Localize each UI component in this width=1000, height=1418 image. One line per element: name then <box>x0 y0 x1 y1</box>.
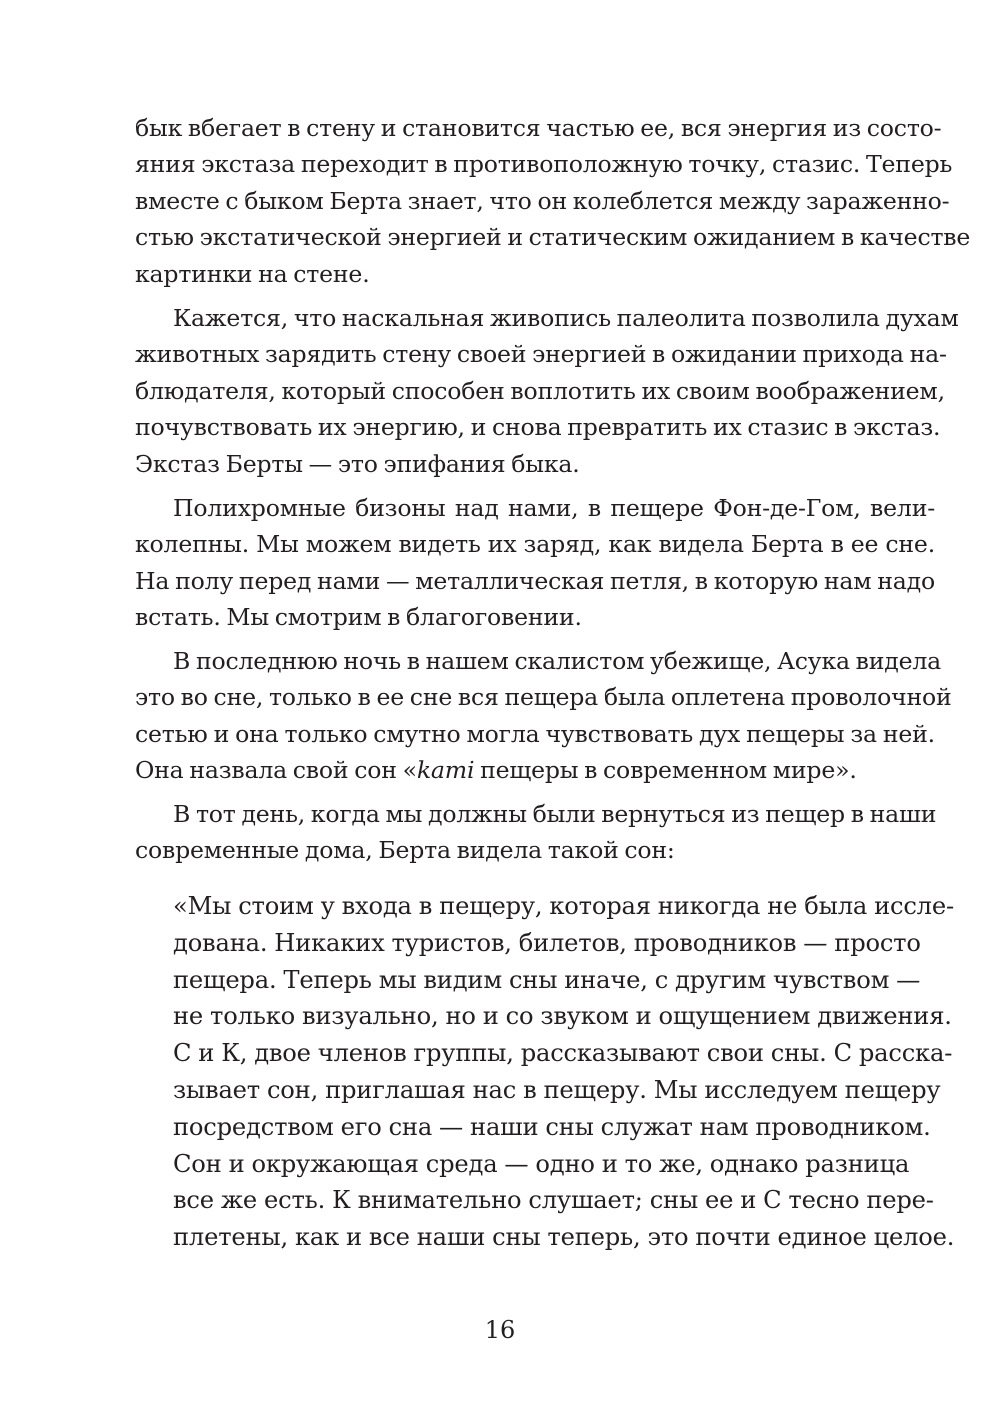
text-line: бык вбегает в стену и становится частью ее, вся энергия из состо- <box>135 114 942 142</box>
page-number: 16 <box>484 1316 516 1344</box>
quote-line: зывает сон, приглашая нас в пещеру. Мы исследуем пещеру <box>173 1075 941 1104</box>
text-line: В тот день, когда мы должны были вернуться из пещер в наши <box>173 800 937 828</box>
text-line: картинки на стене. <box>135 259 370 288</box>
text-line: Кажется, что наскальная живопись палеолита позволила духам <box>173 304 959 332</box>
quote-line: не только визуально, но и со звуком и ощущением движения. <box>173 1002 952 1031</box>
dream-quote-paragraph <box>173 888 955 1256</box>
text-line: Полихромные бизоны над нами, в пещере Фон-де-Гом, вели- <box>173 494 935 522</box>
quote-line: пещера. Теперь мы видим сны иначе, с другим чувством — <box>173 965 921 994</box>
paragraph-1 <box>135 110 971 292</box>
dream-block-quote <box>173 888 955 1256</box>
text-line: яния экстаза переходит в противоположную точку, стазис. Теперь <box>135 150 953 179</box>
paragraph-3 <box>135 490 935 636</box>
text-line: стью экстатической энергией и статическим ожиданием в качестве <box>135 223 971 252</box>
text-line: вместе с быком Берта знает, что он колеблется между зараженно- <box>135 186 950 215</box>
quote-line: «Мы стоим у входа в пещеру, которая никогда не была иссле- <box>173 892 954 920</box>
text-line: блюдателя, который способен воплотить их своим воображением, <box>135 376 945 405</box>
kami-line-after: пещеры в современном мире». <box>474 756 857 785</box>
quote-line: дована. Никаких туристов, билетов, проводников — просто <box>173 928 921 957</box>
text-line: На полу перед нами — металлическая петля, в которую нам надо <box>135 566 935 595</box>
text-line: современные дома, Берта видела такой сон: <box>135 836 675 865</box>
text-line: встать. Мы смотрим в благоговении. <box>135 603 582 632</box>
text-line: колепны. Мы можем видеть их заряд, как видела Берта в ее сне. <box>135 530 935 559</box>
text-line: животных зарядить стену своей энергией в ожидании прихода на- <box>135 340 947 369</box>
kami-line-before: Она назвала свой сон « <box>135 756 417 785</box>
quote-line: плетены, как и все наши сны теперь, это почти единое целое. <box>173 1223 955 1252</box>
text-line: почувствовать их энергию, и снова превратить их стазис в экстаз. <box>135 413 941 442</box>
quote-line: С и К, двое членов группы, рассказывают свои сны. С расска- <box>173 1039 953 1068</box>
text-line: В последнюю ночь в нашем скалистом убежище, Асука видела <box>173 647 942 675</box>
quote-line: все же есть. К внимательно слушает; сны ее и С тесно пере- <box>173 1186 934 1215</box>
paragraph-2 <box>135 300 959 482</box>
quote-line: Сон и окружающая среда — одно и то же, однако разница <box>173 1149 910 1178</box>
text-line: Экстаз Берты — это эпифания быка. <box>135 449 580 478</box>
kami-line <box>135 752 935 788</box>
quote-line: посредством его сна — наши сны служат нам проводником. <box>173 1112 931 1141</box>
kami-italic: kami <box>416 756 475 785</box>
text-line: сетью и она только смутно могла чувствовать дух пещеры за ней. <box>135 719 935 748</box>
text-line: это во сне, только в ее сне вся пещера была оплетена проволочной <box>135 683 952 712</box>
paragraph-5 <box>135 796 935 869</box>
paragraph-4 <box>135 643 952 789</box>
